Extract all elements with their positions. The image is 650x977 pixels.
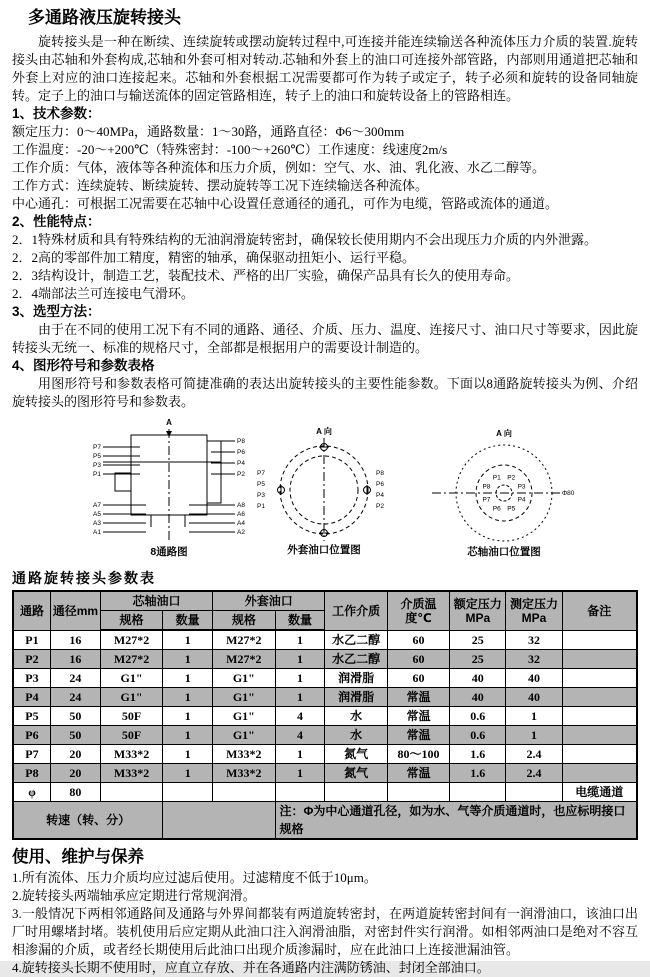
header-medium: 工作介质 (325, 591, 387, 630)
header-measured-pressure-label: 测定压力 (509, 596, 558, 611)
table-cell: M33*2 (100, 764, 162, 783)
view-label: A 向 (496, 429, 512, 438)
table-cell: 1 (163, 688, 213, 707)
header-rated-pressure-unit: MPa (465, 610, 491, 625)
table-cell: 32 (506, 630, 562, 650)
table-cell: P2 (13, 650, 50, 669)
port-label: P4 (517, 496, 526, 504)
table-cell: 50 (50, 726, 100, 745)
table-cell: P8 (13, 764, 50, 783)
table-cell: 1 (275, 764, 325, 783)
section-3-heading: 3、选型方法： (12, 304, 101, 319)
table-cell: 0.6 (450, 726, 506, 745)
table-cell: 常温 (387, 726, 449, 745)
table-cell: G1" (213, 669, 275, 688)
table-cell: 25 (450, 650, 506, 669)
shaft-diagram-caption: 芯轴油口位置图 (467, 546, 541, 558)
view-label: A 向 (316, 427, 332, 436)
port-label: P1 (492, 474, 501, 482)
table-cell: 60 (387, 630, 449, 650)
table-cell: 24 (50, 688, 100, 707)
table-title: 通路旋转接头参数表 (12, 570, 156, 586)
table-cell: 1 (163, 726, 213, 745)
table-cell (562, 630, 637, 650)
view-label: A (166, 418, 172, 427)
table-cell: 1 (506, 707, 562, 726)
table-row (13, 688, 637, 707)
table-cell: 润滑脂 (325, 688, 387, 707)
table-cell: 60 (387, 669, 449, 688)
table-cell: 0.6 (450, 707, 506, 726)
page-title: 多通路液压旋转接头 (28, 8, 181, 27)
table-cell: M27*2 (213, 650, 275, 669)
header-sleeve-qty: 数量 (275, 611, 325, 631)
table-cell: P1 (13, 630, 50, 650)
table-cell: 4 (275, 726, 325, 745)
table-cell: 16 (50, 630, 100, 650)
table-cell (562, 707, 637, 726)
table-cell: M33*2 (213, 745, 275, 764)
table-cell: M33*2 (100, 745, 162, 764)
table-cell: 氮气 (325, 764, 387, 783)
table-cell (562, 745, 637, 764)
table-cell: 1 (163, 764, 213, 783)
port-label: A3 (93, 520, 101, 527)
table-cell (562, 650, 637, 669)
table-cell (213, 783, 275, 802)
port-label: P7 (93, 444, 101, 451)
feature-line: 2．3结构设计，制造工艺，装配技术、严格的出厂实验，确保产品具有长久的使用寿命。 (12, 268, 520, 283)
table-cell: 25 (450, 630, 506, 650)
port-label: P3 (93, 462, 101, 469)
parameters-table (12, 590, 638, 840)
table-cell: 1 (163, 745, 213, 764)
port-label: P8 (237, 438, 245, 445)
feature-line: 2．1特殊材质和具有特殊结构的无油润滑旋转密封，确保较长使用期内不会出现压力介质的内外泄露。 (12, 232, 598, 247)
symbol-diagram (88, 415, 250, 558)
port-label: P4 (376, 492, 384, 499)
table-cell: 1 (275, 650, 325, 669)
table-cell (450, 783, 506, 802)
table-cell: P5 (13, 707, 50, 726)
sleeve-diagram-caption: 外套油口位置图 (287, 544, 361, 556)
table-footer (13, 802, 637, 840)
table-cell (100, 783, 162, 802)
port-label: A7 (93, 502, 101, 509)
section-4-heading: 4、图形符号和参数表格 (12, 358, 155, 373)
table-cell (163, 783, 213, 802)
table-cell: M33*2 (213, 764, 275, 783)
port-label: P5 (257, 481, 265, 488)
sleeve-port-diagram (254, 425, 394, 556)
spec-line: 中心通孔：可根据工况需要在芯轴中心设置任意通径的通孔，可作为电缆，管路或流体的通道。 (12, 196, 559, 211)
table-row (13, 745, 637, 764)
table-row (13, 726, 637, 745)
spec-line: 工作方式：连续旋转、断续旋转、摆动旋转等工况下连续输送各种流体。 (12, 178, 429, 193)
table-cell: 4 (275, 707, 325, 726)
port-label: A5 (93, 511, 101, 518)
port-label: A8 (237, 502, 245, 509)
port-label: P4 (237, 460, 245, 467)
table-cell: 2.4 (506, 764, 562, 783)
port-label: P1 (257, 503, 265, 510)
table-row (13, 764, 637, 783)
port-label: P6 (376, 481, 384, 488)
shaft-port-diagram (424, 427, 584, 558)
header-remark: 备注 (562, 591, 637, 630)
table-body (13, 630, 637, 802)
table-footer-row (13, 802, 637, 840)
table-cell (325, 783, 387, 802)
speed-label-cell: 转速（转、分） (13, 802, 163, 840)
port-label: A2 (237, 529, 245, 536)
header-rated-pressure-label: 额定压力 (453, 596, 502, 611)
table-cell: 50F (100, 726, 162, 745)
port-label: P2 (507, 474, 516, 482)
table-cell: 常温 (387, 688, 449, 707)
maintenance-item: 4.旋转接头长期不使用时，应直立存放、并在各通路内注满防锈油、封闭全部油口。 (12, 960, 490, 975)
table-cell: 50F (100, 707, 162, 726)
table-cell (562, 688, 637, 707)
diagram-strip (12, 415, 638, 563)
maintenance-item: 3.一般情况下两相邻通路间及通路与外界间都装有两道旋转密封，在两道旋转密封间有一润滑油口，该油口出厂时用螺堵封堵。装机使用后应定期从此油口注入润滑油脂，对密封件实行润滑。如相邻两油口是绝对不容互相渗漏的介质，或者经长期使用后此油口出现介质渗漏时，应在此油口上连接泄漏油管。 (12, 906, 638, 957)
table-cell: 1 (163, 669, 213, 688)
table-cell: G1" (213, 707, 275, 726)
header-shaft-group: 芯轴油口 (100, 591, 212, 611)
table-cell: 2.4 (506, 745, 562, 764)
table-cell: M27*2 (100, 630, 162, 650)
table-cell: 1 (275, 688, 325, 707)
maintenance-item: 1.所有流体、压力介质均应过滤后使用。过滤精度不低于10μm。 (12, 870, 377, 885)
port-label: P7 (482, 496, 491, 504)
intro-paragraph: 旋转接头是一种在断续、连续旋转或摆动旋转过程中,可连接并能连续输送各种流体压力介质的装置.旋转接头由芯轴和外套构成,芯轴和外套可相对转动.芯轴和外套上的油口可连接外部管路，内部则用通道把芯轴和外套上对应的油口连接起来。芯轴和外套根据工况需要都可作为转子或定子，转子必须和旋转的设备同轴旋转。定子上的油口与输送流体的固定管路相连，转子上的油口和旋转设备上的管路相连。 (12, 34, 638, 103)
table-cell (562, 726, 637, 745)
port-label: P1 (93, 471, 101, 478)
footer-blank-cell (163, 802, 275, 840)
section-1-body (12, 123, 638, 213)
table-cell: 40 (506, 688, 562, 707)
table-cell: 24 (50, 669, 100, 688)
table-cell: 1.6 (450, 764, 506, 783)
header-sleeve-group: 外套油口 (213, 591, 325, 611)
port-label: A6 (237, 511, 245, 518)
header-rated-pressure (450, 591, 506, 630)
table-cell: 水 (325, 707, 387, 726)
port-label: P5 (507, 505, 516, 513)
port-label: P8 (482, 483, 491, 491)
table-cell: 常温 (387, 707, 449, 726)
table-header-row-1 (13, 591, 637, 611)
port-label: P8 (376, 470, 384, 477)
table-cell: 32 (506, 650, 562, 669)
table-cell: φ (13, 783, 50, 802)
feature-line: 2．4端部法兰可连接电气滑环。 (12, 286, 195, 301)
table-cell: 1 (275, 669, 325, 688)
symbol-diagram-caption: 8通路图 (150, 546, 188, 558)
table-cell: 1 (163, 650, 213, 669)
table-cell: 50 (50, 707, 100, 726)
table-cell: 1 (275, 630, 325, 650)
table-cell: G1" (213, 688, 275, 707)
table-cell: G1" (213, 726, 275, 745)
header-measured-pressure-unit: MPa (521, 610, 547, 625)
table-cell (387, 783, 449, 802)
shaft-diagram-drawing (424, 427, 584, 545)
spec-line: 额定压力：0～40MPa，通路数量：1～30路，通路直径：Φ6～300mm (12, 124, 405, 139)
port-label: P2 (376, 503, 384, 510)
table-cell: 1 (163, 630, 213, 650)
section-4-body: 用图形符号和参数表格可简捷准确的表达出旋转接头的主要性能参数。下面以8通路旋转接头为例、介绍旋转接头的图形符号和参数表。 (12, 376, 638, 409)
table-cell: 常温 (387, 764, 449, 783)
table-cell: 1.6 (450, 745, 506, 764)
table-cell: 60 (387, 650, 449, 669)
axis-dimension-label: Φ80 (562, 490, 575, 497)
table-cell: G1" (100, 669, 162, 688)
feature-line: 2．2高的零部件加工精度，精密的轴承，确保驱动扭矩小、运行平稳。 (12, 250, 416, 265)
header-shaft-spec: 规格 (100, 611, 162, 631)
port-label: P3 (257, 492, 265, 499)
port-label: P6 (492, 505, 501, 513)
header-shaft-qty: 数量 (163, 611, 213, 631)
port-label: A1 (93, 529, 101, 536)
table-cell (506, 783, 562, 802)
maintenance-list (12, 869, 638, 977)
table-cell: P7 (13, 745, 50, 764)
table-cell: 氮气 (325, 745, 387, 764)
table-cell: 润滑脂 (325, 669, 387, 688)
spec-line: 工作介质：气体，液体等各种流体和压力介质，例如：空气、水、油、乳化液、水乙二醇等。 (12, 160, 546, 175)
table-cell (562, 764, 637, 783)
header-diameter: 通径mm (50, 591, 100, 630)
section-2-body (12, 231, 638, 303)
table-cell: 水乙二醇 (325, 650, 387, 669)
port-label: P2 (237, 471, 245, 478)
table-row (13, 630, 637, 650)
maintenance-heading: 使用、维护与保养 (12, 848, 144, 866)
view-arrow-icon (166, 431, 172, 437)
table-cell: 1 (275, 745, 325, 764)
table-cell: 16 (50, 650, 100, 669)
table-cell (562, 669, 637, 688)
table-cell: 20 (50, 764, 100, 783)
table-cell: 80 (50, 783, 100, 802)
table-row (13, 707, 637, 726)
table-cell: P3 (13, 669, 50, 688)
maintenance-item: 2.旋转接头两端轴承应定期进行常规润滑。 (12, 888, 256, 903)
table-cell: 40 (450, 669, 506, 688)
table-cell: 80～100 (387, 745, 449, 764)
port-label: P3 (517, 483, 526, 491)
port-label: P7 (257, 470, 265, 477)
header-temperature: 介质温度℃ (387, 591, 449, 630)
section-1-heading: 1、技术参数： (12, 106, 101, 121)
header-measured-pressure (506, 591, 562, 630)
header-sleeve-spec: 规格 (213, 611, 275, 631)
table-cell: 20 (50, 745, 100, 764)
table-cell: P4 (13, 688, 50, 707)
table-cell: M27*2 (100, 650, 162, 669)
table-cell: M27*2 (213, 630, 275, 650)
table-cell: P6 (13, 726, 50, 745)
table-cell (275, 783, 325, 802)
table-row (13, 650, 637, 669)
spec-line: 工作温度：-20～+200℃（特殊密封：-100～+260℃）工作速度：线速度2m/s (12, 142, 448, 157)
table-cell: G1" (100, 688, 162, 707)
table-cell: 水乙二醇 (325, 630, 387, 650)
table-row (13, 783, 637, 802)
table-cell: 1 (506, 726, 562, 745)
table-row (13, 669, 637, 688)
table-note-cell: 注：Φ为中心通道孔径，如为水、气等介质通道时，也应标明接口规格 (275, 802, 637, 840)
port-label: P6 (237, 449, 245, 456)
table-cell: 1 (163, 707, 213, 726)
table-cell: 电缆通道 (562, 783, 637, 802)
symbol-diagram-drawing (88, 415, 250, 545)
port-label: P5 (93, 453, 101, 460)
section-3-body: 由于在不同的使用工况下有不同的通路、通径、介质、压力、温度、连接尺寸、油口尺寸等要求，因此旋转接头无统一、标准的规格尺寸，全部都是根据用户的需要设计制造的。 (12, 322, 638, 355)
table-cell: 40 (506, 669, 562, 688)
table-cell: 水 (325, 726, 387, 745)
table-cell: 40 (450, 688, 506, 707)
header-channel: 通路 (13, 591, 50, 630)
sleeve-diagram-drawing (254, 425, 394, 543)
port-label: A4 (237, 520, 245, 527)
section-2-heading: 2、性能特点： (12, 214, 101, 229)
